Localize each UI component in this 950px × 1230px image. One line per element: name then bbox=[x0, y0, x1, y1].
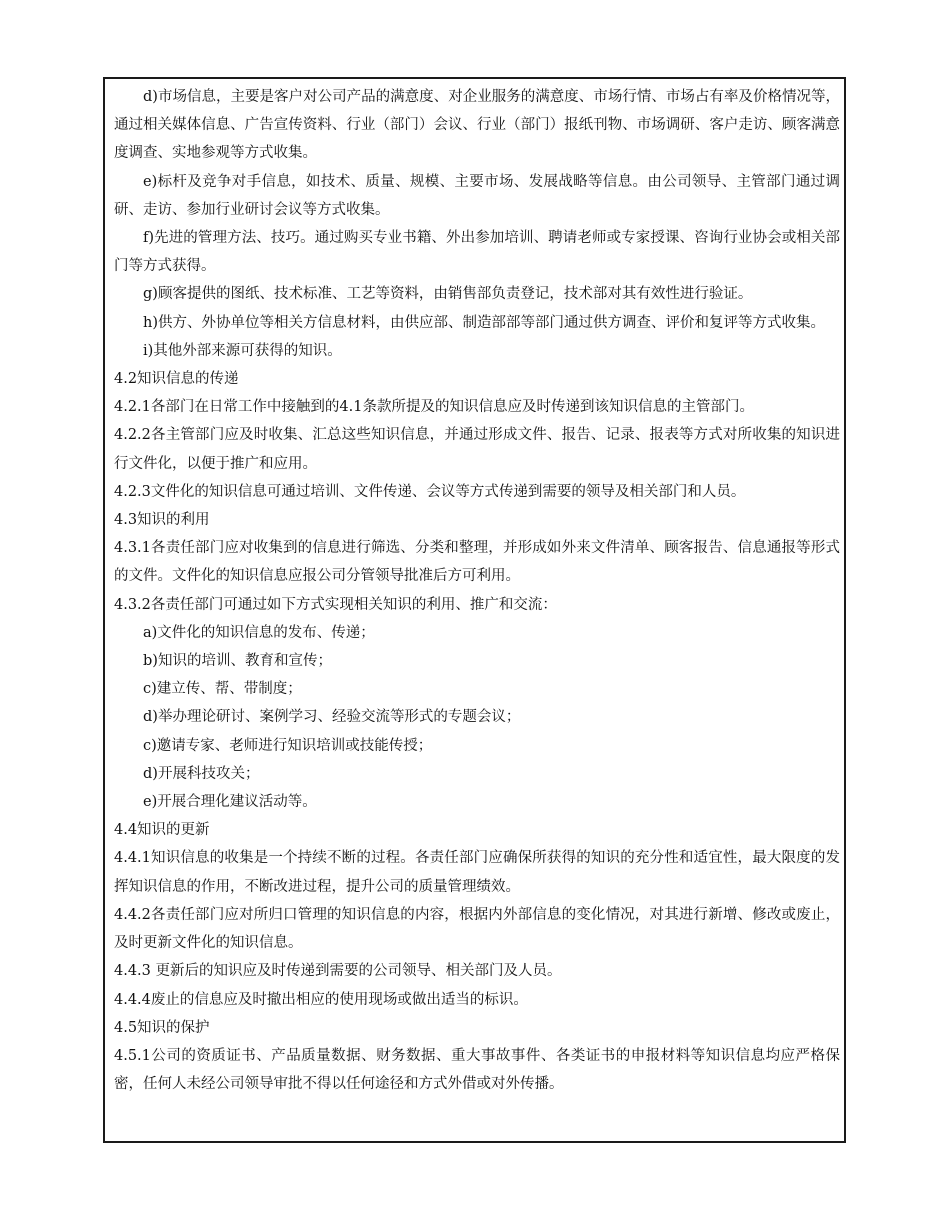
section-paragraph: 4.5.1公司的资质证书、产品质量数据、财务数据、重大事故事件、各类证书的申报材料等知识信息均应严格保密，任何人未经公司领导审批不得以任何途径和方式外借或对外传播。 bbox=[114, 1047, 840, 1093]
document-body bbox=[114, 83, 840, 1098]
list-item-paragraph: e)开展合理化建议活动等。 bbox=[143, 794, 317, 811]
list-item-paragraph: d)市场信息，主要是客户对公司产品的满意度、对企业服务的满意度、市场行情、市场占有率及价格情况等，通过相关媒体信息、广告宣传资料、行业（部门）会议、行业（部门）报纸刊物、市场调研、客户走访、顾客满意度调查、实地参观等方式收集。 bbox=[114, 89, 840, 162]
section-paragraph: 4.3.2各责任部门可通过如下方式实现相关知识的利用、推广和交流： bbox=[114, 596, 557, 613]
list-item-paragraph: h)供方、外协单位等相关方信息材料，由供应部、制造部部等部门通过供方调查、评价和复评等方式收集。 bbox=[143, 314, 825, 331]
section-paragraph: 4.2.3文件化的知识信息可通过培训、文件传递、会议等方式传递到需要的领导及相关部门和人员。 bbox=[114, 483, 746, 500]
section-paragraph: 4.2知识信息的传递 bbox=[114, 371, 239, 388]
list-item-paragraph: g)顾客提供的图纸、技术标准、工艺等资料，由销售部负责登记，技术部对其有效性进行验证。 bbox=[143, 286, 753, 303]
list-item-paragraph: b)知识的培训、教育和宣传； bbox=[143, 653, 332, 670]
list-item-paragraph: d)开展科技攻关； bbox=[143, 765, 260, 782]
section-paragraph: 4.4.1知识信息的收集是一个持续不断的过程。各责任部门应确保所获得的知识的充分性和适宜性，最大限度的发挥知识信息的作用，不断改进过程，提升公司的质量管理绩效。 bbox=[114, 850, 840, 895]
section-paragraph: 4.2.2各主管部门应及时收集、汇总这些知识信息，并通过形成文件、报告、记录、报表等方式对所收集的知识进行文件化，以便于推广和应用。 bbox=[114, 427, 840, 472]
section-paragraph: 4.3知识的利用 bbox=[114, 512, 210, 529]
section-paragraph: 4.3.1各责任部门应对收集到的信息进行筛选、分类和整理，并形成如外来文件清单、顾客报告、信息通报等形式的文件。文件化的知识信息应报公司分管领导批准后方可利用。 bbox=[114, 540, 840, 585]
list-item-paragraph: d)举办理论研讨、案例学习、经验交流等形式的专题会议； bbox=[143, 709, 521, 726]
document-frame bbox=[103, 77, 846, 1143]
list-item-paragraph: i)其他外部来源可获得的知识。 bbox=[143, 342, 342, 359]
list-item-paragraph: f)先进的管理方法、技巧。通过购买专业书籍、外出参加培训、聘请老师或专家授课、咨询行业协会或相关部门等方式获得。 bbox=[114, 230, 840, 275]
section-paragraph: 4.4.4废止的信息应及时撤出相应的使用现场或做出适当的标识。 bbox=[114, 991, 528, 1008]
section-paragraph: 4.4知识的更新 bbox=[114, 822, 210, 839]
list-item-paragraph: c)建立传、帮、带制度； bbox=[143, 681, 302, 698]
section-paragraph: 4.4.2各责任部门应对所归口管理的知识信息的内容，根据内外部信息的变化情况，对其进行新增、修改或废止，及时更新文件化的知识信息。 bbox=[114, 906, 840, 952]
section-paragraph: 4.2.1各部门在日常工作中接触到的4.1条款所提及的知识信息应及时传递到该知识信息的主管部门。 bbox=[114, 399, 754, 416]
list-item-paragraph: e)标杆及竞争对手信息，如技术、质量、规模、主要市场、发展战略等信息。由公司领导、主管部门通过调研、走访、参加行业研讨会议等方式收集。 bbox=[114, 173, 840, 218]
section-paragraph: 4.5知识的保护 bbox=[114, 1019, 210, 1036]
list-item-paragraph: a)文件化的知识信息的发布、传递； bbox=[143, 624, 375, 641]
list-item-paragraph: c)邀请专家、老师进行知识培训或技能传授； bbox=[143, 737, 433, 754]
section-paragraph: 4.4.3 更新后的知识应及时传递到需要的公司领导、相关部门及人员。 bbox=[114, 963, 562, 980]
